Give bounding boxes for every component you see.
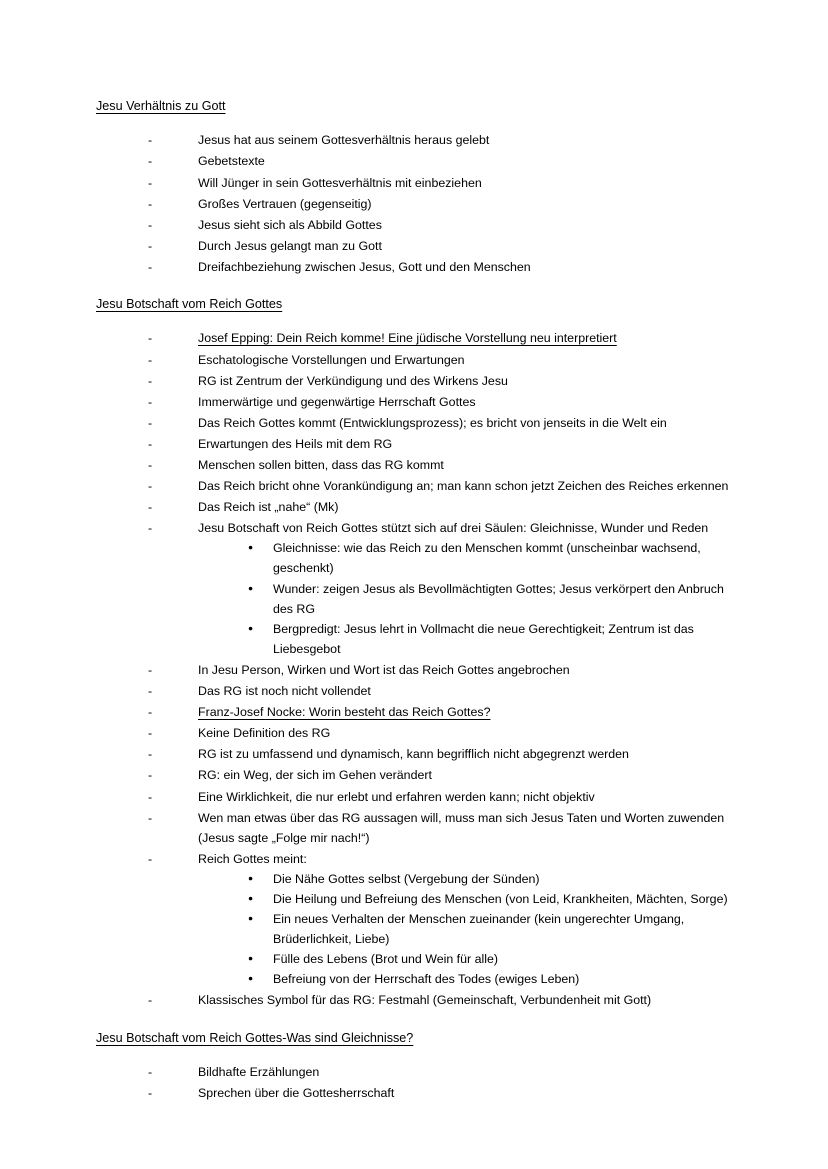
list-item [248, 969, 744, 989]
list-item [248, 889, 744, 909]
list-item-text: - Durch Jesus gelangt man zu Gott [198, 238, 382, 253]
list-item [148, 787, 744, 807]
list-item [248, 909, 744, 949]
list-item [148, 497, 744, 517]
numbered-item-text: Franz-Josef Nocke: Worin besteht das Reich Gottes? [198, 705, 491, 720]
list-item [248, 869, 744, 889]
list-item-text: - Immerwärtige und gegenwärtige Herrschaft Gottes [198, 394, 476, 409]
list-item [148, 194, 744, 214]
list-item [148, 151, 744, 171]
list-item-text: - Dreifachbeziehung zwischen Jesus, Gott und den Menschen [198, 259, 531, 274]
numbered-item-text: Josef Epping: Dein Reich komme! Eine jüdische Vorstellung neu interpretiert [198, 331, 617, 346]
list-item [148, 744, 744, 764]
bullet-list [96, 130, 744, 277]
list-item-text: - Wen man etwas über das RG aussagen will, muss man sich Jesus Taten und Worten zuwenden (Jesus sagte „Folge mir nach!“) [198, 810, 725, 845]
list-item-text: - Das Reich bricht ohne Vorankündigung an; man kann schon jetzt Zeichen des Reiches erkennen [198, 479, 729, 494]
list-item [148, 702, 744, 722]
list-item-text: - Jesu Botschaft von Reich Gottes stützt sich auf drei Säulen: Gleichnisse, Wunder und Reden [198, 521, 709, 536]
list-item [148, 518, 744, 659]
list-item [148, 723, 744, 743]
list-item [148, 1062, 744, 1082]
list-item-text: - Gebetstexte [198, 154, 265, 169]
list-item [248, 949, 744, 969]
list-item [148, 350, 744, 370]
list-item [148, 476, 744, 496]
list-item-text: - Eine Wirklichkeit, die nur erlebt und erfahren werden kann; nicht objektiv [198, 789, 595, 804]
list-item [148, 236, 744, 256]
list-item-text: ● Die Nähe Gottes selbst (Vergebung der Sünden) [273, 871, 540, 886]
heading-spacer [96, 314, 744, 328]
list-item [248, 538, 744, 578]
list-item-text: - Menschen sollen bitten, dass das RG kommt [198, 458, 444, 472]
list-item [148, 413, 744, 433]
heading-spacer [96, 1048, 744, 1062]
list-item-text: - RG ist Zentrum der Verkündigung und des Wirkens Jesu [198, 373, 508, 388]
section-heading: Jesu Botschaft vom Reich Gottes [96, 297, 283, 312]
list-item-text: - Will Jünger in sein Gottesverhältnis mit einbeziehen [198, 175, 482, 190]
document-body [96, 96, 744, 1103]
list-item-text: - Jesus sieht sich als Abbild Gottes [198, 217, 382, 232]
list-item [148, 328, 744, 348]
list-item-text: - Sprechen über die Gottesherrschaft [198, 1086, 395, 1101]
sub-bullet-list [198, 869, 744, 990]
list-item-text: - Reich Gottes meint: [198, 851, 307, 866]
list-item-text: ● Befreiung von der Herrschaft des Todes (ewiges Leben) [273, 972, 580, 987]
list-item-text: - Jesus hat aus seinem Gottesverhältnis heraus gelebt [198, 133, 490, 148]
list-item-text: - Bildhafte Erzählungen [198, 1064, 320, 1079]
list-item-text: - Keine Definition des RG [198, 726, 331, 741]
list-item-text: ● Fülle des Lebens (Brot und Wein für alle) [273, 952, 498, 967]
list-item-text: - In Jesu Person, Wirken und Wort ist das Reich Gottes angebrochen [198, 662, 570, 677]
list-item [148, 660, 744, 680]
section-spacer [96, 278, 744, 294]
list-item [148, 392, 744, 412]
list-item [148, 173, 744, 193]
list-item-text: - RG: ein Weg, der sich im Gehen verändert [198, 768, 432, 783]
list-item-text: ● Gleichnisse: wie das Reich zu den Menschen kommt (unscheinbar wachsend, geschenkt) [273, 541, 701, 576]
list-item [148, 434, 744, 454]
list-item-text: - Eschatologische Vorstellungen und Erwartungen [198, 352, 465, 367]
list-item [148, 257, 744, 277]
list-item-text: - Das Reich Gottes kommt (Entwicklungsprozess); es bricht von jenseits in die Welt ein [198, 415, 667, 430]
bullet-list [96, 328, 744, 1010]
section-heading: Jesu Verhältnis zu Gott [96, 99, 226, 113]
list-item-text: - Das Reich ist „nahe“ (Mk) [198, 500, 339, 515]
list-item [148, 371, 744, 391]
list-item [148, 990, 744, 1010]
sub-bullet-list [198, 538, 744, 659]
list-item [148, 1083, 744, 1103]
list-item-text: - RG ist zu umfassend und dynamisch, kann begrifflich nicht abgegrenzt werden [198, 747, 629, 762]
list-item-text: - Großes Vertrauen (gegenseitig) [198, 196, 372, 211]
list-item [148, 681, 744, 701]
list-item [148, 130, 744, 150]
list-item [248, 579, 744, 619]
list-item [148, 849, 744, 990]
list-item-text: ● Ein neues Verhalten der Menschen zueinander (kein ungerechter Umgang, Brüderlichkeit, Liebe) [273, 912, 685, 947]
bullet-list [96, 1062, 744, 1103]
list-item [148, 808, 744, 848]
list-item-text: - Erwartungen des Heils mit dem RG [198, 436, 393, 451]
heading-spacer [96, 116, 744, 130]
list-item-text: ● Bergpredigt: Jesus lehrt in Vollmacht die neue Gerechtigkeit; Zentrum ist das Liebesgebot [273, 621, 694, 656]
list-item-text: - Das RG ist noch nicht vollendet [198, 684, 371, 699]
section-spacer [96, 1012, 744, 1028]
list-item-text: ● Die Heilung und Befreiung des Menschen (von Leid, Krankheiten, Mächten, Sorge) [273, 891, 728, 906]
list-item-text: ● Wunder: zeigen Jesus als Bevollmächtigten Gottes; Jesus verkörpert den Anbruch des RG [273, 581, 724, 616]
list-item [148, 455, 744, 475]
list-item [148, 765, 744, 785]
list-item-text: - Klassisches Symbol für das RG: Festmahl (Gemeinschaft, Verbundenheit mit Gott) [198, 993, 652, 1008]
list-item [148, 215, 744, 235]
section-heading: Jesu Botschaft vom Reich Gottes-Was sind Gleichnisse? [96, 1030, 414, 1045]
list-item [248, 619, 744, 659]
